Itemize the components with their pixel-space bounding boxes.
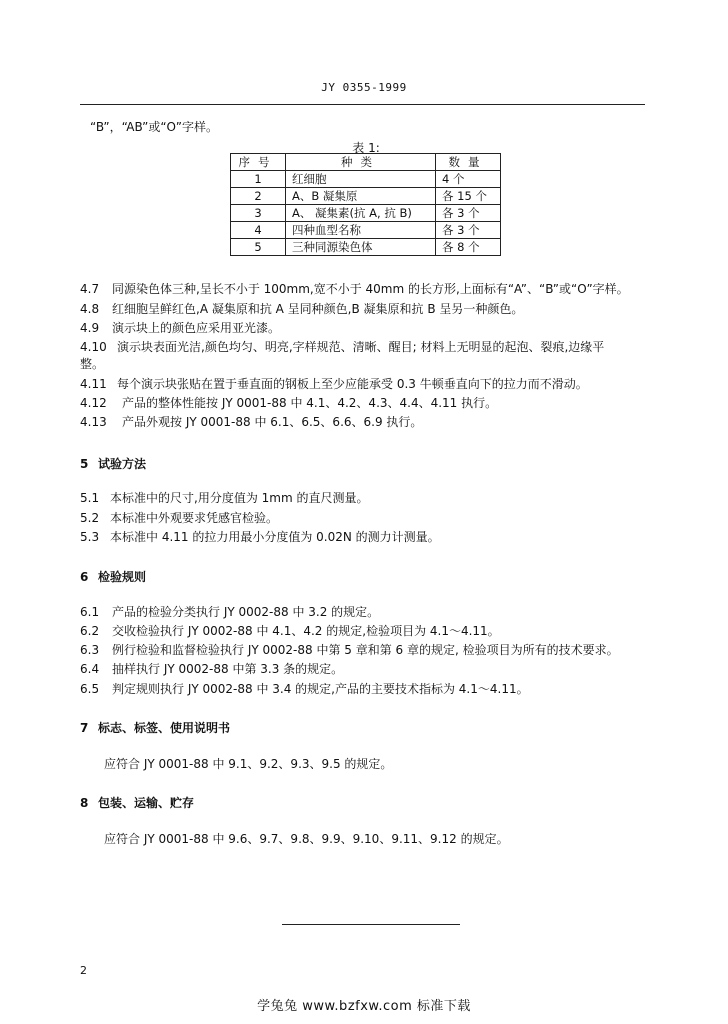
section-heading: [80, 570, 146, 584]
table-cell: 三种同源染色体: [286, 239, 436, 256]
clause-number: 4.7: [80, 282, 100, 296]
table-row: [231, 205, 501, 222]
table-cell: 4 个: [436, 171, 501, 188]
table-cell: 5: [231, 239, 286, 256]
clause-text: 产品的检验分类执行 JY 0002-88 中 3.2 的规定。: [112, 605, 380, 619]
clause-number: 6.3: [80, 643, 100, 657]
clause-number: 6.5: [80, 682, 100, 696]
table-header-row: [231, 154, 501, 171]
clause-text: 演示块上的颜色应采用亚光漆。: [112, 321, 281, 335]
clause-text: 交收检验执行 JY 0002-88 中 4.1、4.2 的规定,检验项目为 4.1～4.11。: [112, 624, 500, 638]
clause-number: 4.9: [80, 321, 100, 335]
standard-code: JY 0355-1999: [321, 81, 407, 94]
section-title: 试验方法: [98, 457, 147, 471]
clause-text: 本标准中 4.11 的拉力用最小分度值为 0.02N 的测力计测量。: [110, 530, 440, 544]
clause-text: 产品外观按 JY 0001-88 中 6.1、6.5、6.6、6.9 执行。: [122, 415, 423, 429]
table-header-cell: 数量: [436, 154, 501, 171]
clause-text: 同源染色体三种,呈长不小于 100mm,宽不小于 40mm 的长方形,上面标有“A”、“B”或“O”字样。: [112, 282, 629, 296]
table-caption: 表 1:: [352, 141, 380, 155]
table-header-cell: 序号: [231, 154, 286, 171]
section-title: 检验规则: [98, 570, 147, 584]
end-rule: [282, 924, 460, 925]
clause-number: 4.10: [80, 340, 107, 354]
section-body: 应符合 JY 0001-88 中 9.1、9.2、9.3、9.5 的规定。: [104, 757, 393, 771]
clause-text: 每个演示块张贴在置于垂直面的钢板上至少应能承受 0.3 牛顿垂直向下的拉力而不滑动。: [117, 377, 588, 391]
clause-text: 本标准中外观要求凭感官检验。: [110, 511, 279, 525]
intro-line: “B”，“AB”或“O”字样。: [90, 120, 218, 134]
section-number: 6: [80, 570, 89, 584]
section-title: 包装、运输、贮存: [98, 796, 195, 810]
table-cell: A、B 凝集原: [286, 188, 436, 205]
table-cell: 1: [231, 171, 286, 188]
table-row: [231, 171, 501, 188]
clause-number: 4.12: [80, 396, 107, 410]
table-header-cell: 种类: [286, 154, 436, 171]
section-heading: [80, 721, 230, 735]
watermark-text: 学兔兔 www.bzfxw.com 标准下载: [257, 999, 471, 1014]
table-cell: 各 3 个: [436, 205, 501, 222]
table-cell: 各 15 个: [436, 188, 501, 205]
table-row: [231, 188, 501, 205]
clause-number: 6.4: [80, 662, 100, 676]
clause-text: 本标准中的尺寸,用分度值为 1mm 的直尺测量。: [110, 491, 369, 505]
table-cell: 4: [231, 222, 286, 239]
section-number: 5: [80, 457, 89, 471]
table-cell: 3: [231, 205, 286, 222]
section-heading: [80, 457, 146, 471]
table-cell: 2: [231, 188, 286, 205]
clause-number: 5.2: [80, 511, 100, 525]
table-cell: 红细胞: [286, 171, 436, 188]
clause-text: 演示块表面光洁,颜色均匀、明亮,字样规范、清晰、醒目; 材料上无明显的起泡、裂痕,边缘平: [117, 340, 605, 354]
clause-text: 抽样执行 JY 0002-88 中第 3.3 条的规定。: [112, 662, 344, 676]
header-rule: [80, 104, 645, 105]
clause-number: 4.8: [80, 302, 100, 316]
table-row: [231, 222, 501, 239]
section-heading: [80, 796, 194, 810]
clause-number: 6.2: [80, 624, 100, 638]
clause-number: 4.13: [80, 415, 107, 429]
clause-number: 4.11: [80, 377, 107, 391]
page-number: 2: [80, 964, 87, 977]
table-cell: 各 3 个: [436, 222, 501, 239]
clause-text: 产品的整体性能按 JY 0001-88 中 4.1、4.2、4.3、4.4、4.11 执行。: [122, 396, 498, 410]
section-number: 8: [80, 796, 89, 810]
table-1: [230, 153, 501, 256]
section-body: 应符合 JY 0001-88 中 9.6、9.7、9.8、9.9、9.10、9.11、9.12 的规定。: [104, 832, 509, 846]
section-number: 7: [80, 721, 89, 735]
clause-text: 例行检验和监督检验执行 JY 0002-88 中第 5 章和第 6 章的规定, 检验项目为所有的技术要求。: [112, 643, 619, 657]
clause-number: 6.1: [80, 605, 100, 619]
section-title: 标志、标签、使用说明书: [98, 721, 231, 735]
clause-number: 5.1: [80, 491, 100, 505]
table-cell: A、 凝集素(抗 A, 抗 B): [286, 205, 436, 222]
clause-number: 5.3: [80, 530, 100, 544]
table-row: [231, 239, 501, 256]
clause-text-continuation: 整。: [80, 357, 105, 371]
clause-text: 判定规则执行 JY 0002-88 中 3.4 的规定,产品的主要技术指标为 4.1～4.11。: [112, 682, 529, 696]
table-cell: 四种血型名称: [286, 222, 436, 239]
clause-text: 红细胞呈鲜红色,A 凝集原和抗 A 呈同种颜色,B 凝集原和抗 B 呈另一种颜色。: [112, 302, 524, 316]
table-cell: 各 8 个: [436, 239, 501, 256]
